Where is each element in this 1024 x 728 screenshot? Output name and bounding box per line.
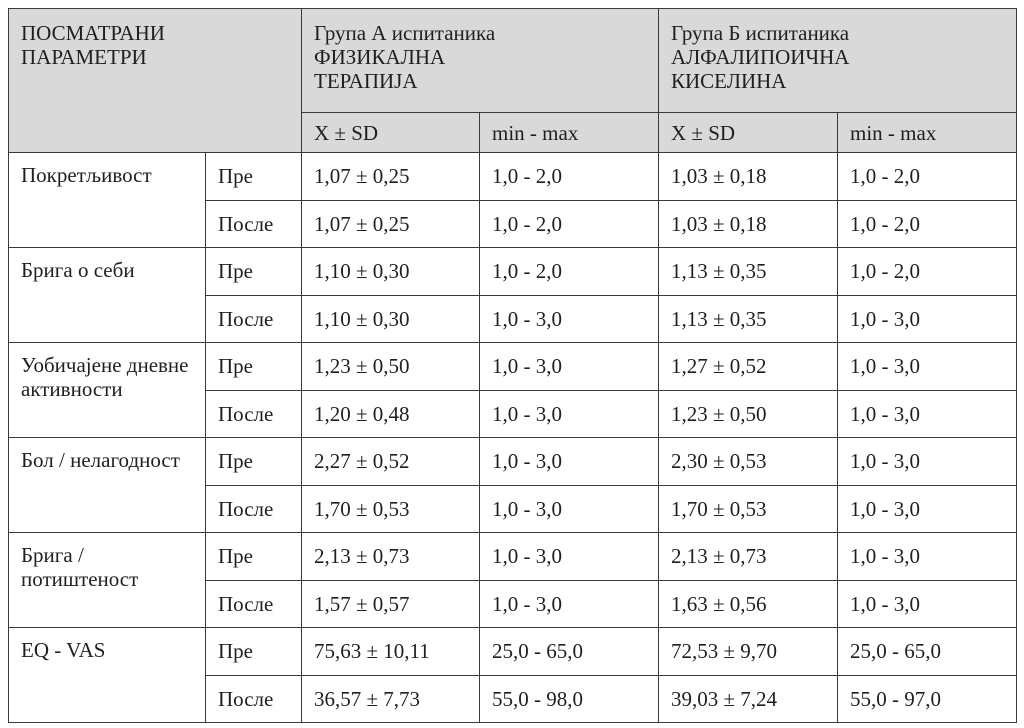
param-label: Брига о себи — [9, 248, 206, 343]
header-parameters: ПОСМАТРАНИ ПАРАМЕТРИ — [9, 9, 302, 153]
param-label: Покретљивост — [9, 153, 206, 248]
header-b-range: min - max — [838, 113, 1017, 153]
b-mean-cell: 39,03 ± 7,24 — [659, 675, 838, 723]
table-row — [9, 438, 1017, 486]
param-label: Бол / нелагодност — [9, 438, 206, 533]
a-range-cell: 1,0 - 3,0 — [480, 390, 659, 438]
header-a-mean: X ± SD — [302, 113, 480, 153]
header-group-b — [659, 9, 1017, 113]
group-a-treatment: ФИЗИКАЛНА ТЕРАПИЈА — [314, 45, 446, 93]
b-range-cell: 1,0 - 2,0 — [838, 248, 1017, 296]
header-b-mean: X ± SD — [659, 113, 838, 153]
a-mean-cell: 1,07 ± 0,25 — [302, 200, 480, 248]
b-range-cell: 1,0 - 3,0 — [838, 580, 1017, 628]
time-label: Пре — [206, 628, 302, 676]
a-range-cell: 1,0 - 3,0 — [480, 438, 659, 486]
a-mean-cell: 36,57 ± 7,73 — [302, 675, 480, 723]
a-range-cell: 1,0 - 3,0 — [480, 295, 659, 343]
b-range-cell: 25,0 - 65,0 — [838, 628, 1017, 676]
a-mean-cell: 1,20 ± 0,48 — [302, 390, 480, 438]
group-b-treatment: АЛФАЛИПОИЧНА КИСЕЛИНА — [671, 45, 850, 93]
table-row — [9, 628, 1017, 676]
param-label: EQ - VAS — [9, 628, 206, 723]
b-mean-cell: 1,70 ± 0,53 — [659, 485, 838, 533]
table-row — [9, 248, 1017, 296]
time-label: Пре — [206, 248, 302, 296]
b-range-cell: 1,0 - 3,0 — [838, 438, 1017, 486]
a-mean-cell: 2,13 ± 0,73 — [302, 533, 480, 581]
b-mean-cell: 72,53 ± 9,70 — [659, 628, 838, 676]
time-label: После — [206, 580, 302, 628]
a-range-cell: 1,0 - 2,0 — [480, 248, 659, 296]
a-mean-cell: 1,57 ± 0,57 — [302, 580, 480, 628]
header-group-a — [302, 9, 659, 113]
a-range-cell: 1,0 - 3,0 — [480, 343, 659, 391]
b-range-cell: 1,0 - 3,0 — [838, 295, 1017, 343]
b-mean-cell: 1,27 ± 0,52 — [659, 343, 838, 391]
a-mean-cell: 1,10 ± 0,30 — [302, 295, 480, 343]
b-range-cell: 1,0 - 3,0 — [838, 390, 1017, 438]
b-mean-cell: 2,30 ± 0,53 — [659, 438, 838, 486]
time-label: После — [206, 485, 302, 533]
time-label: После — [206, 390, 302, 438]
a-mean-cell: 75,63 ± 10,11 — [302, 628, 480, 676]
b-mean-cell: 1,13 ± 0,35 — [659, 295, 838, 343]
table-row — [9, 343, 1017, 391]
time-label: Пре — [206, 153, 302, 201]
b-mean-cell: 1,23 ± 0,50 — [659, 390, 838, 438]
a-mean-cell: 1,23 ± 0,50 — [302, 343, 480, 391]
table-row — [9, 533, 1017, 581]
a-range-cell: 1,0 - 3,0 — [480, 533, 659, 581]
a-range-cell: 1,0 - 3,0 — [480, 485, 659, 533]
a-range-cell: 1,0 - 2,0 — [480, 200, 659, 248]
results-table — [8, 8, 1017, 723]
a-mean-cell: 1,70 ± 0,53 — [302, 485, 480, 533]
time-label: После — [206, 295, 302, 343]
b-range-cell: 1,0 - 3,0 — [838, 533, 1017, 581]
b-range-cell: 1,0 - 2,0 — [838, 200, 1017, 248]
param-label: Уобичајене дневне активности — [9, 343, 206, 438]
time-label: После — [206, 200, 302, 248]
group-a-title: Група А испитаника — [314, 21, 496, 45]
param-label: Брига / потиштеност — [9, 533, 206, 628]
b-range-cell: 1,0 - 2,0 — [838, 153, 1017, 201]
b-mean-cell: 1,13 ± 0,35 — [659, 248, 838, 296]
a-mean-cell: 1,07 ± 0,25 — [302, 153, 480, 201]
b-mean-cell: 1,03 ± 0,18 — [659, 153, 838, 201]
b-range-cell: 55,0 - 97,0 — [838, 675, 1017, 723]
b-mean-cell: 2,13 ± 0,73 — [659, 533, 838, 581]
time-label: Пре — [206, 533, 302, 581]
group-b-title: Група Б испитаника — [671, 21, 850, 45]
b-range-cell: 1,0 - 3,0 — [838, 343, 1017, 391]
a-range-cell: 1,0 - 2,0 — [480, 153, 659, 201]
a-range-cell: 55,0 - 98,0 — [480, 675, 659, 723]
time-label: Пре — [206, 438, 302, 486]
header-a-range: min - max — [480, 113, 659, 153]
a-mean-cell: 1,10 ± 0,30 — [302, 248, 480, 296]
a-range-cell: 1,0 - 3,0 — [480, 580, 659, 628]
time-label: Пре — [206, 343, 302, 391]
b-mean-cell: 1,63 ± 0,56 — [659, 580, 838, 628]
b-range-cell: 1,0 - 3,0 — [838, 485, 1017, 533]
a-mean-cell: 2,27 ± 0,52 — [302, 438, 480, 486]
time-label: После — [206, 675, 302, 723]
b-mean-cell: 1,03 ± 0,18 — [659, 200, 838, 248]
table-row — [9, 153, 1017, 201]
a-range-cell: 25,0 - 65,0 — [480, 628, 659, 676]
